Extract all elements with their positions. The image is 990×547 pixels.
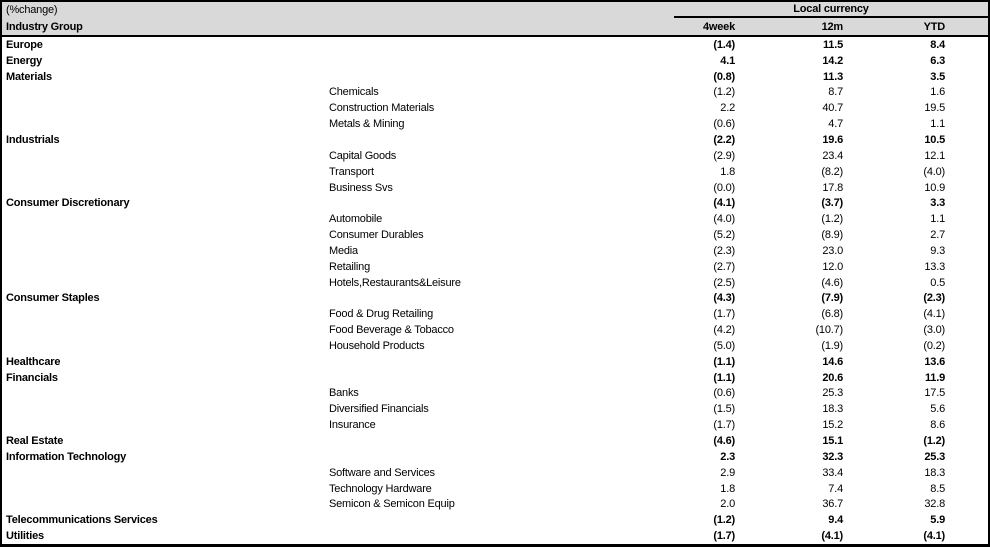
- row-label: Real Estate: [6, 435, 64, 448]
- table-row: [2, 275, 988, 291]
- value-12m: (8.2): [821, 165, 843, 178]
- value-ytd: 11.9: [924, 371, 945, 384]
- value-12m: (3.7): [821, 197, 843, 210]
- value-4week: (1.2): [713, 514, 735, 527]
- value-ytd: 32.8: [924, 498, 945, 511]
- table-row: [2, 164, 988, 180]
- header-row-change: [2, 2, 988, 18]
- value-12m: 25.3: [822, 387, 843, 400]
- row-label: Media: [329, 244, 358, 257]
- value-4week: (2.2): [713, 133, 735, 146]
- row-label: Utilities: [6, 530, 44, 543]
- value-ytd: 8.6: [930, 419, 945, 432]
- table-row: [2, 354, 988, 370]
- table-row: [2, 116, 988, 132]
- row-label: Business Svs: [329, 181, 393, 194]
- row-label: Food Beverage & Tobacco: [329, 324, 454, 337]
- row-label: Information Technology: [6, 450, 127, 463]
- value-ytd: 8.5: [930, 482, 945, 495]
- value-4week: 2.9: [720, 466, 735, 479]
- row-label: Insurance: [329, 419, 376, 432]
- column-header-ytd: YTD: [923, 20, 945, 33]
- value-ytd: 8.4: [930, 38, 945, 51]
- table-row: [2, 465, 988, 481]
- table-row: [2, 433, 988, 449]
- value-ytd: 1.1: [930, 213, 945, 226]
- table-row: [2, 132, 988, 148]
- value-12m: (8.9): [821, 229, 843, 242]
- value-12m: 4.7: [828, 118, 843, 131]
- value-4week: (4.6): [713, 435, 735, 448]
- row-label: Healthcare: [6, 355, 61, 368]
- value-4week: (2.3): [713, 244, 735, 257]
- row-label: Transport: [329, 165, 374, 178]
- table-row: [2, 227, 988, 243]
- row-label: Diversified Financials: [329, 403, 429, 416]
- row-label: Software and Services: [329, 466, 435, 479]
- value-4week: (0.6): [713, 118, 735, 131]
- table-header: [2, 2, 988, 37]
- table-row: [2, 496, 988, 512]
- row-label: Telecommunications Services: [6, 514, 158, 527]
- row-label: Semicon & Semicon Equip: [329, 498, 455, 511]
- value-ytd: (4.0): [923, 165, 945, 178]
- table-row: [2, 100, 988, 116]
- value-12m: (4.1): [821, 530, 843, 543]
- table-row: [2, 211, 988, 227]
- value-12m: 19.6: [822, 133, 843, 146]
- table-row: [2, 306, 988, 322]
- value-4week: 2.0: [720, 498, 735, 511]
- table-row: [2, 370, 988, 386]
- value-4week: (4.1): [713, 197, 735, 210]
- value-4week: (0.6): [713, 387, 735, 400]
- column-header-4week: 4week: [702, 20, 735, 33]
- value-4week: (2.7): [713, 260, 735, 273]
- row-label: Energy: [6, 54, 43, 67]
- row-label: Technology Hardware: [329, 482, 432, 495]
- value-12m: 18.3: [822, 403, 843, 416]
- row-label: Food & Drug Retailing: [329, 308, 434, 321]
- local-currency-group-header: [674, 2, 988, 18]
- row-label: Financials: [6, 371, 58, 384]
- value-ytd: (3.0): [923, 324, 945, 337]
- value-4week: 4.1: [720, 54, 735, 67]
- row-label: Industrials: [6, 133, 60, 146]
- table-row: [2, 386, 988, 402]
- value-ytd: 5.6: [930, 403, 945, 416]
- value-4week: (1.7): [713, 419, 735, 432]
- row-label: Materials: [6, 70, 52, 83]
- local-currency-label: Local currency: [793, 3, 869, 15]
- value-ytd: 13.3: [924, 260, 945, 273]
- value-ytd: (4.1): [923, 530, 945, 543]
- value-ytd: (4.1): [923, 308, 945, 321]
- value-4week: (4.3): [713, 292, 735, 305]
- value-ytd: 12.1: [924, 149, 945, 162]
- row-label: Capital Goods: [329, 149, 397, 162]
- value-4week: (1.5): [713, 403, 735, 416]
- value-ytd: 1.6: [930, 86, 945, 99]
- table-body: [2, 37, 988, 544]
- value-ytd: 9.3: [930, 244, 945, 257]
- row-label: Construction Materials: [329, 102, 435, 115]
- row-label: Consumer Staples: [6, 292, 100, 305]
- value-ytd: 3.3: [930, 197, 945, 210]
- value-12m: 40.7: [822, 102, 843, 115]
- value-12m: 15.2: [822, 419, 843, 432]
- value-12m: (1.2): [821, 213, 843, 226]
- table-row: [2, 322, 988, 338]
- value-12m: (4.6): [821, 276, 843, 289]
- value-12m: 12.0: [822, 260, 843, 273]
- header-row-columns: [2, 18, 988, 35]
- row-label: Chemicals: [329, 86, 379, 99]
- value-4week: (1.7): [713, 530, 735, 543]
- value-ytd: 6.3: [930, 54, 945, 67]
- row-label: Automobile: [329, 213, 383, 226]
- value-4week: (2.5): [713, 276, 735, 289]
- value-12m: (6.8): [821, 308, 843, 321]
- value-4week: (0.8): [713, 70, 735, 83]
- value-ytd: 10.5: [924, 133, 945, 146]
- value-ytd: (2.3): [923, 292, 945, 305]
- value-ytd: 3.5: [930, 70, 945, 83]
- row-label: Hotels,Restaurants&Leisure: [329, 276, 461, 289]
- table-row: [2, 69, 988, 85]
- value-4week: (1.2): [713, 86, 735, 99]
- value-ytd: 2.7: [930, 229, 945, 242]
- industry-group-header: Industry Group: [6, 20, 83, 33]
- value-12m: (10.7): [815, 324, 843, 337]
- value-4week: (1.1): [713, 371, 735, 384]
- table-row: [2, 195, 988, 211]
- value-ytd: 25.3: [924, 450, 945, 463]
- value-4week: 1.8: [720, 482, 735, 495]
- table-row: [2, 53, 988, 69]
- value-12m: 11.5: [822, 38, 843, 51]
- percent-change-label: (%change): [6, 4, 58, 16]
- row-label: Household Products: [329, 339, 425, 352]
- value-12m: 17.8: [822, 181, 843, 194]
- table-row: [2, 528, 988, 544]
- value-4week: 1.8: [720, 165, 735, 178]
- value-4week: (4.2): [713, 324, 735, 337]
- value-12m: 7.4: [828, 482, 843, 495]
- value-4week: (4.0): [713, 213, 735, 226]
- value-12m: (1.9): [821, 339, 843, 352]
- value-4week: (0.0): [713, 181, 735, 194]
- table-row: [2, 291, 988, 307]
- table-row: [2, 417, 988, 433]
- value-12m: 9.4: [828, 514, 843, 527]
- table-row: [2, 401, 988, 417]
- row-label: Consumer Discretionary: [6, 197, 130, 210]
- table-row: [2, 180, 988, 196]
- value-ytd: 1.1: [930, 118, 945, 131]
- value-12m: 23.4: [822, 149, 843, 162]
- value-ytd: 13.6: [924, 355, 945, 368]
- value-12m: 14.2: [822, 54, 843, 67]
- table-row: [2, 37, 988, 53]
- value-12m: 15.1: [822, 435, 843, 448]
- value-12m: (7.9): [821, 292, 843, 305]
- row-label: Retailing: [329, 260, 371, 273]
- value-12m: 32.3: [822, 450, 843, 463]
- value-4week: (2.9): [713, 149, 735, 162]
- table-row: [2, 259, 988, 275]
- value-4week: (5.2): [713, 229, 735, 242]
- table-row: [2, 481, 988, 497]
- value-12m: 14.6: [822, 355, 843, 368]
- value-4week: 2.2: [720, 102, 735, 115]
- value-12m: 23.0: [822, 244, 843, 257]
- value-ytd: 5.9: [930, 514, 945, 527]
- value-ytd: (1.2): [923, 435, 945, 448]
- value-4week: (5.0): [713, 339, 735, 352]
- value-4week: (1.1): [713, 355, 735, 368]
- table-row: [2, 148, 988, 164]
- table-row: [2, 512, 988, 528]
- value-4week: (1.4): [713, 38, 735, 51]
- value-ytd: 17.5: [924, 387, 945, 400]
- value-4week: (1.7): [713, 308, 735, 321]
- value-4week: 2.3: [720, 450, 735, 463]
- value-ytd: 18.3: [924, 466, 945, 479]
- row-label: Europe: [6, 38, 43, 51]
- table-row: [2, 449, 988, 465]
- row-label: Banks: [329, 387, 359, 400]
- table-row: [2, 243, 988, 259]
- row-label: Metals & Mining: [329, 118, 405, 131]
- value-12m: 33.4: [822, 466, 843, 479]
- value-ytd: (0.2): [923, 339, 945, 352]
- table-row: [2, 85, 988, 101]
- value-ytd: 19.5: [924, 102, 945, 115]
- value-12m: 11.3: [822, 70, 843, 83]
- value-ytd: 10.9: [924, 181, 945, 194]
- table-row: [2, 338, 988, 354]
- value-12m: 8.7: [828, 86, 843, 99]
- value-ytd: 0.5: [930, 276, 945, 289]
- value-12m: 20.6: [822, 371, 843, 384]
- row-label: Consumer Durables: [329, 229, 424, 242]
- column-header-12m: 12m: [821, 20, 843, 33]
- value-12m: 36.7: [822, 498, 843, 511]
